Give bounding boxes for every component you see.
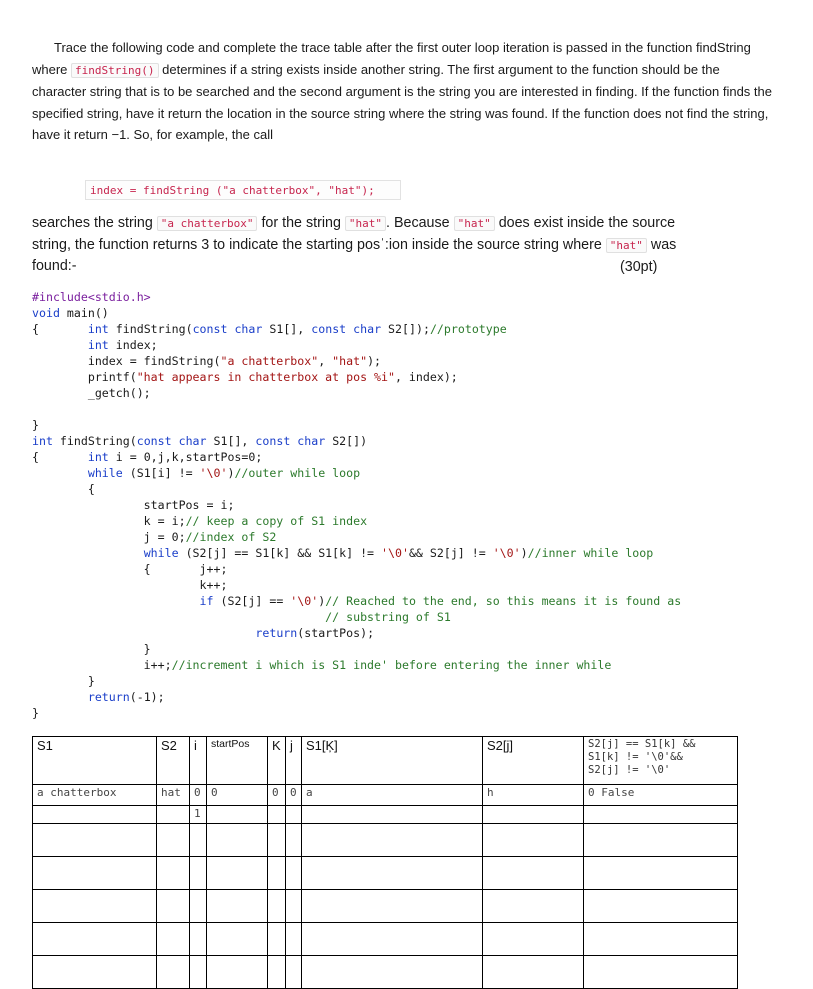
- cell-j[interactable]: [286, 956, 302, 989]
- cell-s2[interactable]: [157, 956, 190, 989]
- cell-k[interactable]: [268, 956, 286, 989]
- header-condition: S2[j] == S1[k] && S1[k] != '\0'&& S2[j] != '\0': [584, 737, 738, 785]
- cell-startpos[interactable]: [207, 806, 268, 824]
- table-row: [33, 890, 738, 923]
- table-row: [33, 806, 738, 824]
- inline-code-chatterbox: "a chatterbox": [157, 216, 258, 231]
- cell-j[interactable]: [286, 890, 302, 923]
- cell-condition[interactable]: [584, 806, 738, 824]
- inline-code-findstring: findString(): [71, 63, 158, 78]
- cell-s2[interactable]: [157, 857, 190, 890]
- cell-s1k[interactable]: [302, 824, 483, 857]
- table-row: [33, 956, 738, 989]
- inline-code-hat: "hat": [606, 238, 647, 253]
- cell-startpos[interactable]: [207, 824, 268, 857]
- cell-s1[interactable]: [33, 806, 157, 824]
- header-s1k: S1[Ķ]: [302, 737, 483, 785]
- inline-code-hat: "hat": [454, 216, 495, 231]
- table-row: [33, 785, 738, 806]
- cell-s1k[interactable]: [302, 890, 483, 923]
- table-row: [33, 857, 738, 890]
- cell-startpos[interactable]: [207, 890, 268, 923]
- cell-s1[interactable]: [33, 890, 157, 923]
- cell-s1[interactable]: [33, 857, 157, 890]
- cell-j[interactable]: [286, 824, 302, 857]
- cell-s2[interactable]: [157, 923, 190, 956]
- cell-condition[interactable]: [584, 890, 738, 923]
- cell-s2j[interactable]: [483, 824, 584, 857]
- header-s1: S1: [33, 737, 157, 785]
- cell-condition[interactable]: [584, 923, 738, 956]
- cell-condition[interactable]: [584, 857, 738, 890]
- cell-startpos[interactable]: [207, 857, 268, 890]
- cell-s1k[interactable]: [302, 806, 483, 824]
- cell-s1[interactable]: [33, 923, 157, 956]
- cell-condition[interactable]: [584, 824, 738, 857]
- cell-k[interactable]: [268, 857, 286, 890]
- cell-j[interactable]: [286, 857, 302, 890]
- cell-s2j[interactable]: [483, 857, 584, 890]
- header-j: j: [286, 737, 302, 785]
- cell-k[interactable]: [268, 923, 286, 956]
- cell-j[interactable]: [286, 806, 302, 824]
- cell-j[interactable]: [286, 923, 302, 956]
- table-row: [33, 923, 738, 956]
- cell-k[interactable]: [268, 806, 286, 824]
- cell-k[interactable]: [268, 890, 286, 923]
- header-startpos: startPos: [207, 737, 268, 785]
- trace-table: [32, 736, 738, 989]
- cell-condition[interactable]: [584, 956, 738, 989]
- cell-s1k[interactable]: a: [302, 785, 483, 806]
- table-header-row: [33, 737, 738, 785]
- cell-s2j[interactable]: [483, 890, 584, 923]
- header-i: i: [190, 737, 207, 785]
- header-k: K: [268, 737, 286, 785]
- cell-i[interactable]: [190, 923, 207, 956]
- cell-i[interactable]: [190, 956, 207, 989]
- cell-s2[interactable]: hat: [157, 785, 190, 806]
- cell-startpos[interactable]: 0: [207, 785, 268, 806]
- cell-s1[interactable]: [33, 956, 157, 989]
- cell-s2[interactable]: [157, 824, 190, 857]
- explanation-paragraph: searches the string "a chatterbox" for the string "hat" . Because "hat" does exist inside the source string, the function returns 3 to indicate the starting posˈ:ion inside the source string where "hat" was found:-: [32, 215, 677, 274]
- cell-s2[interactable]: [157, 806, 190, 824]
- points-label: (30pt): [620, 259, 658, 275]
- cell-s2j[interactable]: [483, 806, 584, 824]
- cell-startpos[interactable]: [207, 923, 268, 956]
- cell-j[interactable]: 0: [286, 785, 302, 806]
- table-row: [33, 824, 738, 857]
- cell-s1k[interactable]: [302, 857, 483, 890]
- header-s2: S2: [157, 737, 190, 785]
- cell-s1[interactable]: a chatterbox: [33, 785, 157, 806]
- cell-i[interactable]: [190, 857, 207, 890]
- cell-startpos[interactable]: [207, 956, 268, 989]
- inline-code-hat: "hat": [345, 216, 386, 231]
- question-paragraph: Trace the following code and complete the trace table after the first outer loop iteration is passed in the function findString where findString() determines if a string exists inside another string. The first argument to the function should be the character string that is to be searched and the second argument is the string you are interested in finding. If the function finds the specified string, have it return the location in the source string where the string was found. If the function does not find the string, have it return −1. So, for example, the call: [32, 40, 772, 142]
- cell-condition[interactable]: 0 False: [584, 785, 738, 806]
- code-listing: #include<stdio.h> void main() { int findString(const char S1[], const char S2[]);//prototype int index; index = findString("a chatterbox", "hat"); printf("hat appears in chatterbox at pos %i", index); _getch(); } int findString(const char S1[], const char S2[]) { int i = 0,j,k,startPos=0; while (S1[i] != '\0')//outer while loop { startPos = i; k = i;// keep a copy of S1 index j = 0;//index of S2 while (S2[j] == S1[k] && S1[k] != '\0'&& S2[j] != '\0')//inner while loop { j++; k++; if (S2[j] == '\0')// Reached to the end, so this means it is found as // substring of S1 return(startPos); } i++;//increment i which is S1 inde' before entering the inner while } return(-1); }: [32, 290, 682, 720]
- cell-s2j[interactable]: [483, 923, 584, 956]
- cell-s2j[interactable]: h: [483, 785, 584, 806]
- cell-k[interactable]: 0: [268, 785, 286, 806]
- header-s2j: S2[j]: [483, 737, 584, 785]
- cell-s1k[interactable]: [302, 923, 483, 956]
- call-example-box: index = findString ("a chatterbox", "hat");: [85, 180, 401, 200]
- cell-s1k[interactable]: [302, 956, 483, 989]
- cell-k[interactable]: [268, 824, 286, 857]
- cell-i[interactable]: 1: [190, 806, 207, 824]
- cell-i[interactable]: 0: [190, 785, 207, 806]
- cell-i[interactable]: [190, 824, 207, 857]
- cell-s2[interactable]: [157, 890, 190, 923]
- cell-s1[interactable]: [33, 824, 157, 857]
- cell-s2j[interactable]: [483, 956, 584, 989]
- cell-i[interactable]: [190, 890, 207, 923]
